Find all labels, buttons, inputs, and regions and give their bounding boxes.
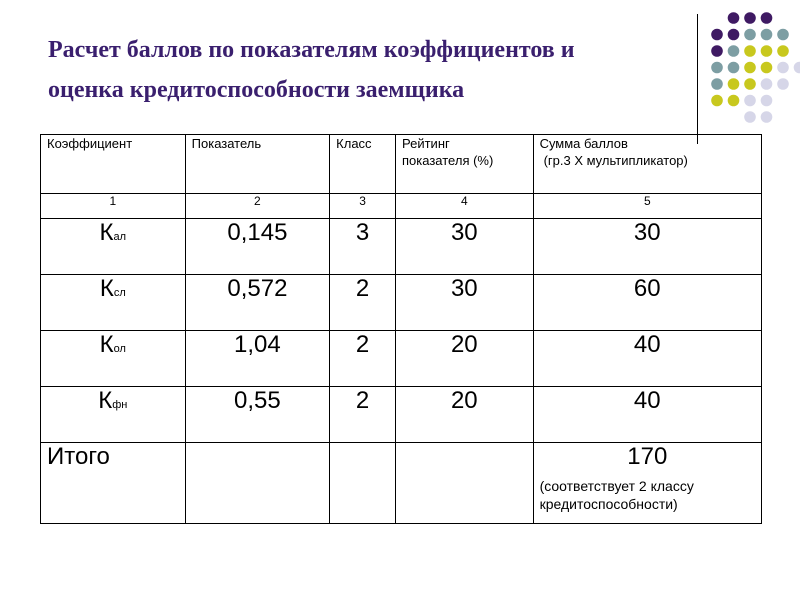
coefficient-cell xyxy=(41,219,186,275)
scores-table xyxy=(40,134,762,524)
decorative-dot xyxy=(744,95,756,107)
total-empty-cell xyxy=(185,443,330,524)
column-number: 1 xyxy=(41,194,186,219)
coefficient-letter: К xyxy=(99,275,114,302)
decorative-dot xyxy=(744,45,756,57)
indicator-cell: 0,572 xyxy=(185,275,330,331)
title-line-1: Расчет баллов по показателям коэффициентов и xyxy=(48,37,575,63)
header-indicator: Показатель xyxy=(185,135,330,194)
coefficient-letter: К xyxy=(98,387,113,414)
rating-cell: 20 xyxy=(396,387,534,443)
header-coefficient: Коэффициент xyxy=(41,135,186,194)
header-rating xyxy=(396,135,534,194)
decorative-dot xyxy=(777,29,789,41)
table-row xyxy=(41,387,762,443)
header-score-line-2: (гр.3 Х мультипликатор) xyxy=(543,153,688,168)
column-numbers-row xyxy=(41,194,762,219)
total-score-cell xyxy=(533,443,761,524)
table-row xyxy=(41,275,762,331)
rating-cell: 20 xyxy=(396,331,534,387)
total-empty-cell xyxy=(396,443,534,524)
coefficient-cell xyxy=(41,387,186,443)
header-class: Класс xyxy=(330,135,396,194)
decorative-dot xyxy=(711,29,723,41)
decorative-dot xyxy=(744,12,756,24)
coefficient-letter: К xyxy=(99,331,114,358)
table-row xyxy=(41,219,762,275)
indicator-cell: 0,145 xyxy=(185,219,330,275)
decorative-dot xyxy=(728,45,740,57)
page-title xyxy=(48,30,688,110)
indicator-cell: 0,55 xyxy=(185,387,330,443)
decorative-dot xyxy=(794,62,800,74)
decorative-dot xyxy=(728,95,740,107)
decorative-dot xyxy=(761,62,773,74)
coefficient-subscript: фн xyxy=(112,399,128,411)
total-row xyxy=(41,443,762,524)
indicator-cell: 1,04 xyxy=(185,331,330,387)
header-rating-line-1: Рейтинг xyxy=(402,136,450,151)
coefficient-subscript: ол xyxy=(113,343,126,355)
decorative-dot xyxy=(744,78,756,90)
rating-cell: 30 xyxy=(396,219,534,275)
header-row xyxy=(41,135,762,194)
coefficient-letter: К xyxy=(99,219,114,246)
decorative-dot xyxy=(744,111,756,123)
total-label: Итого xyxy=(41,443,186,524)
decorative-dot xyxy=(744,29,756,41)
total-note-line-1: (соответствует 2 классу xyxy=(539,478,694,494)
table-row xyxy=(41,331,762,387)
decorative-dot xyxy=(777,45,789,57)
title-line-2: оценка кредитоспособности заемщика xyxy=(48,77,465,103)
decorative-dot xyxy=(711,95,723,107)
decorative-vertical-line xyxy=(697,14,698,144)
header-score-sum xyxy=(533,135,761,194)
rating-cell: 30 xyxy=(396,275,534,331)
total-note xyxy=(540,477,755,513)
coefficient-cell xyxy=(41,331,186,387)
decorative-dot xyxy=(761,111,773,123)
decorative-dot xyxy=(777,62,789,74)
column-number: 5 xyxy=(533,194,761,219)
column-number: 4 xyxy=(396,194,534,219)
decorative-dot xyxy=(728,62,740,74)
decorative-dot xyxy=(761,12,773,24)
decorative-dot xyxy=(761,29,773,41)
header-rating-line-2: показателя (%) xyxy=(402,153,494,168)
decorative-dot xyxy=(744,62,756,74)
score-cell: 60 xyxy=(533,275,761,331)
decorative-dot xyxy=(728,78,740,90)
decorative-dot xyxy=(728,12,740,24)
decorative-dot xyxy=(711,62,723,74)
header-score-line-1: Сумма баллов xyxy=(539,136,628,151)
total-sum: 170 xyxy=(627,443,668,470)
decorative-dot xyxy=(711,45,723,57)
decorative-dot xyxy=(761,95,773,107)
class-cell: 2 xyxy=(330,331,396,387)
coefficient-subscript: ал xyxy=(113,231,127,243)
column-number: 3 xyxy=(330,194,396,219)
decorative-dot xyxy=(761,78,773,90)
total-note-line-2: кредитоспособности) xyxy=(539,496,678,512)
coefficient-subscript: сл xyxy=(113,287,126,299)
column-number: 2 xyxy=(185,194,330,219)
total-empty-cell xyxy=(330,443,396,524)
decorative-dot xyxy=(728,29,740,41)
score-cell: 30 xyxy=(533,219,761,275)
score-cell: 40 xyxy=(533,387,761,443)
decorative-dot xyxy=(777,78,789,90)
coefficient-cell xyxy=(41,275,186,331)
decorative-dot xyxy=(711,78,723,90)
score-cell: 40 xyxy=(533,331,761,387)
class-cell: 2 xyxy=(330,275,396,331)
decorative-dot xyxy=(761,45,773,57)
class-cell: 3 xyxy=(330,219,396,275)
class-cell: 2 xyxy=(330,387,396,443)
